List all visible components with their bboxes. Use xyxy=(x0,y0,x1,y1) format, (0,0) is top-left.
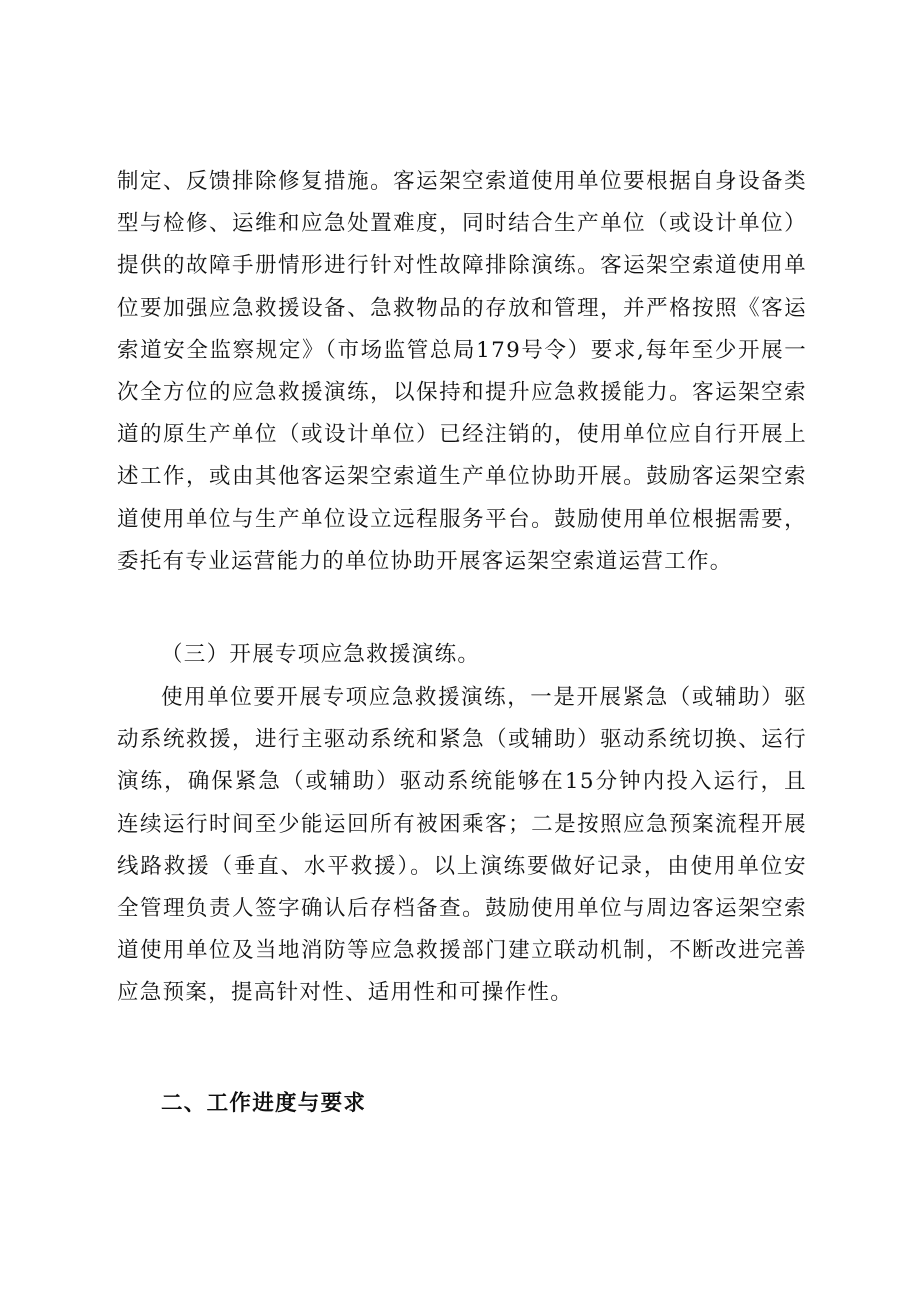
body-paragraph-emergency-drill: 使用单位要开展专项应急救援演练，一是开展紧急（或辅助）驱动系统救援，进行主驱动系统和紧急（或辅助）驱动系统切换、运行演练，确保紧急（或辅助）驱动系统能够在15分钟内投入运行，且连续运行时间至少能运回所有被困乘客；二是按照应急预案流程开展线路救援（垂直、水平救援）。以上演练要做好记录，由使用单位安全管理负责人签字确认后存档备查。鼓励使用单位与周边客运架空索道使用单位及当地消防等应急救援部门建立联动机制，不断改进完善应急预案，提高针对性、适用性和可操作性。 xyxy=(117,685,807,1006)
subsection-heading-3: （三）开展专项应急救援演练。 xyxy=(161,642,481,667)
body-paragraph-continued: 制定、反馈排除修复措施。客运架空索道使用单位要根据自身设备类型与检修、运维和应急处置难度，同时结合生产单位（或设计单位）提供的故障手册情形进行针对性故障排除演练。客运架空索道使用单位要加强应急救援设备、急救物品的存放和管理，并严格按照《客运索道安全监察规定》（市场监管总局179号令）要求,每年至少开展一次全方位的应急救援演练，以保持和提升应急救援能力。客运架空索道的原生产单位（或设计单位）已经注销的，使用单位应自行开展上述工作，或由其他客运架空索道生产单位协助开展。鼓励客运架空索道使用单位与生产单位设立远程服务平台。鼓励使用单位根据需要，委托有专业运营能力的单位协助开展客运架空索道运营工作。 xyxy=(117,169,807,574)
section-heading-2: 二、工作进度与要求 xyxy=(161,1091,367,1116)
